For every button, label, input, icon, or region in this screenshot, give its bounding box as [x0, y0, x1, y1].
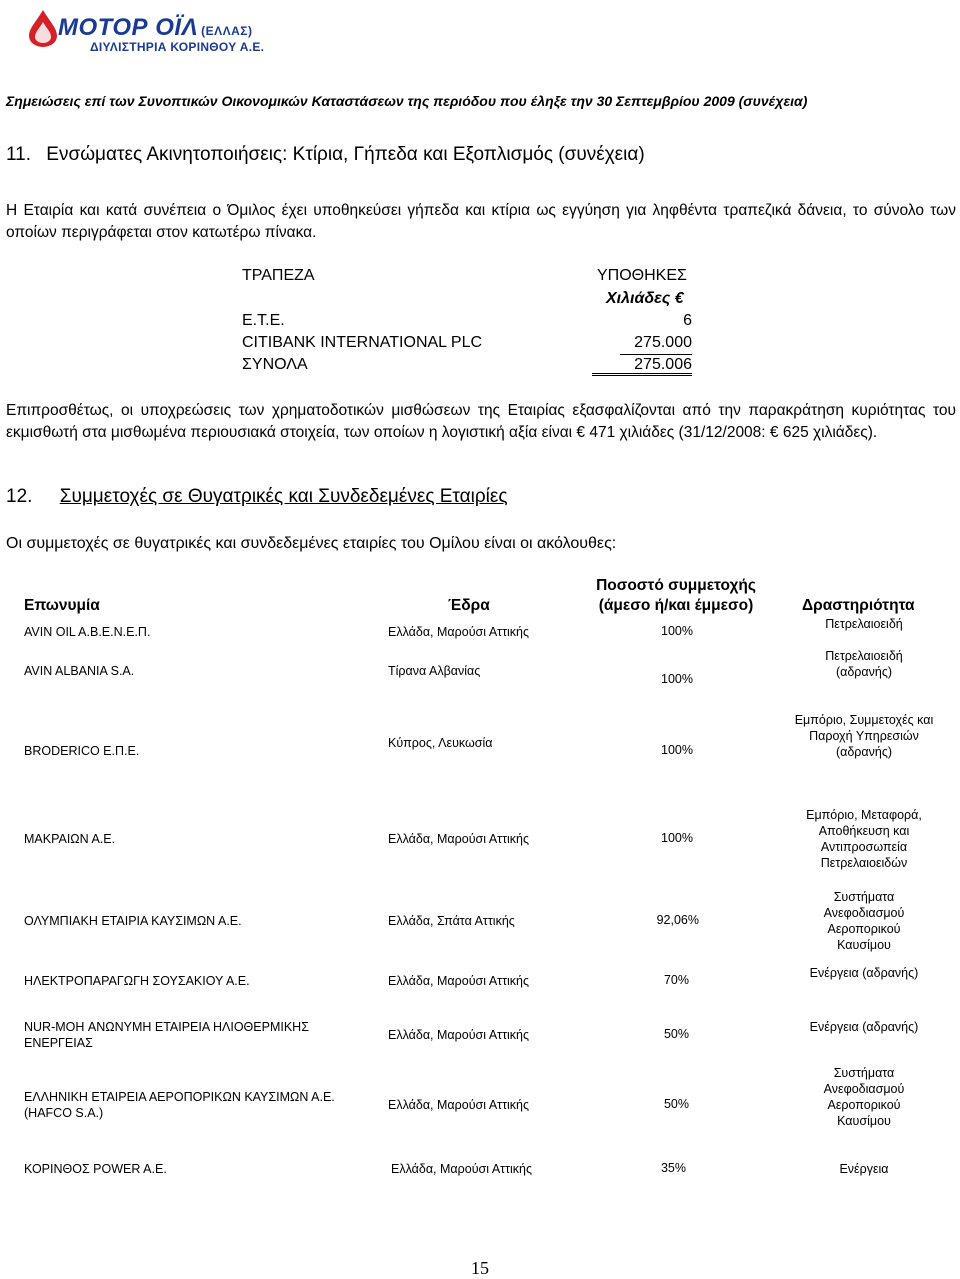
company-activity: Πετρελαιοειδή (αδρανής)	[825, 649, 903, 679]
company-seat: Τίρανα Αλβανίας	[388, 664, 481, 678]
subtotal-rule	[620, 354, 692, 355]
company-pct: 50%	[663, 1027, 689, 1041]
company-activity: Συστήματα Ανεφοδιασμού Αεροπορικού Καυσίμου	[823, 890, 905, 952]
company-pct: 100%	[661, 624, 693, 638]
section-12-heading	[6, 486, 508, 508]
mortgage-value-1: 6	[683, 312, 692, 329]
company-name: NUR-MOH ΑΝΩΝΥΜΗ ΕΤΑΙΡΕΙΑ ΗΛΙΟΘΕΡΜΙΚΗΣ ΕΝΕΡΓΕΙΑΣ	[24, 1020, 309, 1050]
company-seat: Ελλάδα, Μαρούσι Αττικής	[388, 1098, 530, 1112]
mortgage-bank-1: Ε.Τ.Ε.	[242, 312, 285, 329]
mortgage-total-value: 275.006	[592, 356, 692, 376]
company-name: ΚΟΡΙΝΘΟΣ POWER A.E.	[24, 1162, 167, 1176]
col-header-name: Επωνυμία	[24, 597, 100, 614]
company-name: AVIN OIL A.B.E.N.E.Π.	[24, 625, 151, 639]
section-11-paragraph: Η Εταιρία και κατά συνέπεια ο Όμιλος έχει υποθηκεύσει γήπεδα και κτίρια ως εγγύηση για ληφθέντα τραπεζικά δάνεια, το σύνολο των οποίων περιγράφεται στον κατωτέρω πίνακα.	[6, 202, 956, 241]
company-activity: Ενέργεια	[839, 1162, 889, 1176]
section-number: 12.	[6, 486, 33, 507]
company-pct: 100%	[661, 831, 693, 845]
mortgage-value-2: 275.000	[634, 334, 692, 351]
company-activity: Εμπόριο, Μεταφορά, Αποθήκευση και Αντιπροσωπεία Πετρελαιοειδών	[806, 808, 922, 870]
company-seat: Ελλάδα, Μαρούσι Αττικής	[388, 1028, 530, 1042]
mortgage-col-value: ΥΠΟΘΗΚΕΣ	[597, 267, 687, 284]
col-header-pct-2: (άμεσο ή/και έμμεσο)	[598, 597, 754, 614]
col-header-activity: Δραστηριότητα	[802, 597, 915, 614]
company-seat: Ελλάδα, Μαρούσι Αττικής	[388, 832, 530, 846]
company-logo	[26, 6, 266, 56]
company-seat: Ελλάδα, Μαρούσι Αττικής	[391, 1162, 533, 1176]
company-name: ΗΛΕΚΤΡΟΠΑΡΑΓΩΓΗ ΣΟΥΣΑΚΙΟΥ Α.Ε.	[24, 974, 250, 988]
page-number: 15	[471, 1258, 489, 1278]
company-pct: 50%	[663, 1097, 689, 1111]
company-name: ΕΛΛΗΝΙΚΗ ΕΤΑΙΡΕΙΑ ΑΕΡΟΠΟΡΙΚΩΝ ΚΑΥΣΙΜΩΝ Α.Ε. (HAFCO S.A.)	[24, 1090, 335, 1120]
company-seat: Κύπρος, Λευκωσία	[388, 736, 493, 750]
section-12-intro: Οι συμμετοχές σε θυγατρικές και συνδεδεμένες εταιρίες του Ομίλου είναι οι ακόλουθες:	[6, 535, 617, 552]
section-11-heading	[6, 144, 645, 166]
mortgage-bank-2: CITIBANK INTERNATIONAL PLC	[242, 334, 483, 351]
col-header-seat: Έδρα	[448, 597, 490, 614]
report-note: Σημειώσεις επί των Συνοπτικών Οικονομικών Καταστάσεων της περιόδου που έληξε την 30 Σεπτεμβρίου 2009 (συνέχεια)	[6, 93, 808, 109]
company-seat: Ελλάδα, Μαρούσι Αττικής	[388, 625, 530, 639]
mortgage-unit: Χιλιάδες €	[606, 290, 684, 307]
company-pct: 100%	[661, 672, 693, 686]
company-seat: Ελλάδα, Σπάτα Αττικής	[388, 914, 515, 928]
company-activity: Συστήματα Ανεφοδιασμού Αεροπορικού Καυσίμου	[823, 1066, 905, 1128]
section-11-paragraph-2: Επιπροσθέτως, οι υποχρεώσεις των χρηματοδοτικών μισθώσεων της Εταιρίας εξασφαλίζονται από την παρακράτηση κυριότητας του εκμισθωτή στα μισθωμένα περιουσιακά στοιχεία, των οποίων η λογιστική αξία είναι € 471 χιλιάδες (31/12/2008: € 625 χιλιάδες).	[6, 402, 956, 441]
company-name: ΟΛΥΜΠΙΑΚΗ ΕΤΑΙΡΙΑ ΚΑΥΣΙΜΩΝ Α.Ε.	[24, 914, 242, 928]
company-pct: 70%	[663, 973, 689, 987]
company-activity: Εμπόριο, Συμμετοχές και Παροχή Υπηρεσιών (αδρανής)	[794, 713, 934, 759]
col-header-pct-1: Ποσοστό συμμετοχής	[596, 577, 756, 594]
company-name: BRODERICO Ε.Π.Ε.	[24, 744, 140, 758]
company-name: ΜΑΚΡΑΙΩΝ Α.Ε.	[24, 832, 116, 846]
company-pct: 92,06%	[656, 913, 699, 927]
company-activity: Ενέργεια (αδρανής)	[809, 966, 919, 980]
company-seat: Ελλάδα, Μαρούσι Αττικής	[388, 974, 530, 988]
company-name: AVIN ALBANIA S.A.	[24, 664, 135, 678]
mortgage-col-bank: ΤΡΑΠΕΖΑ	[242, 267, 315, 284]
section-title: Ενσώματες Ακινητοποιήσεις: Κτίρια, Γήπεδα και Εξοπλισμός (συνέχεια)	[46, 144, 645, 165]
company-pct: 100%	[661, 743, 693, 757]
logo-title: ΜΟΤΟΡ ΟΪΛ (ΕΛΛΑΣ)	[58, 14, 253, 41]
section-title: Συμμετοχές σε Θυγατρικές και Συνδεδεμένες Εταιρίες	[59, 486, 508, 507]
mortgage-total-label: ΣΥΝΟΛΑ	[242, 356, 308, 373]
flame-drop-icon	[26, 8, 60, 48]
company-pct: 35%	[660, 1161, 686, 1175]
company-activity: Ενέργεια (αδρανής)	[809, 1020, 919, 1034]
company-activity: Πετρελαιοειδή	[825, 617, 903, 631]
logo-subtitle: ΔΙΥΛΙΣΤΗΡΙΑ ΚΟΡΙΝΘΟΥ Α.Ε.	[90, 40, 265, 54]
section-number: 11.	[6, 144, 32, 165]
